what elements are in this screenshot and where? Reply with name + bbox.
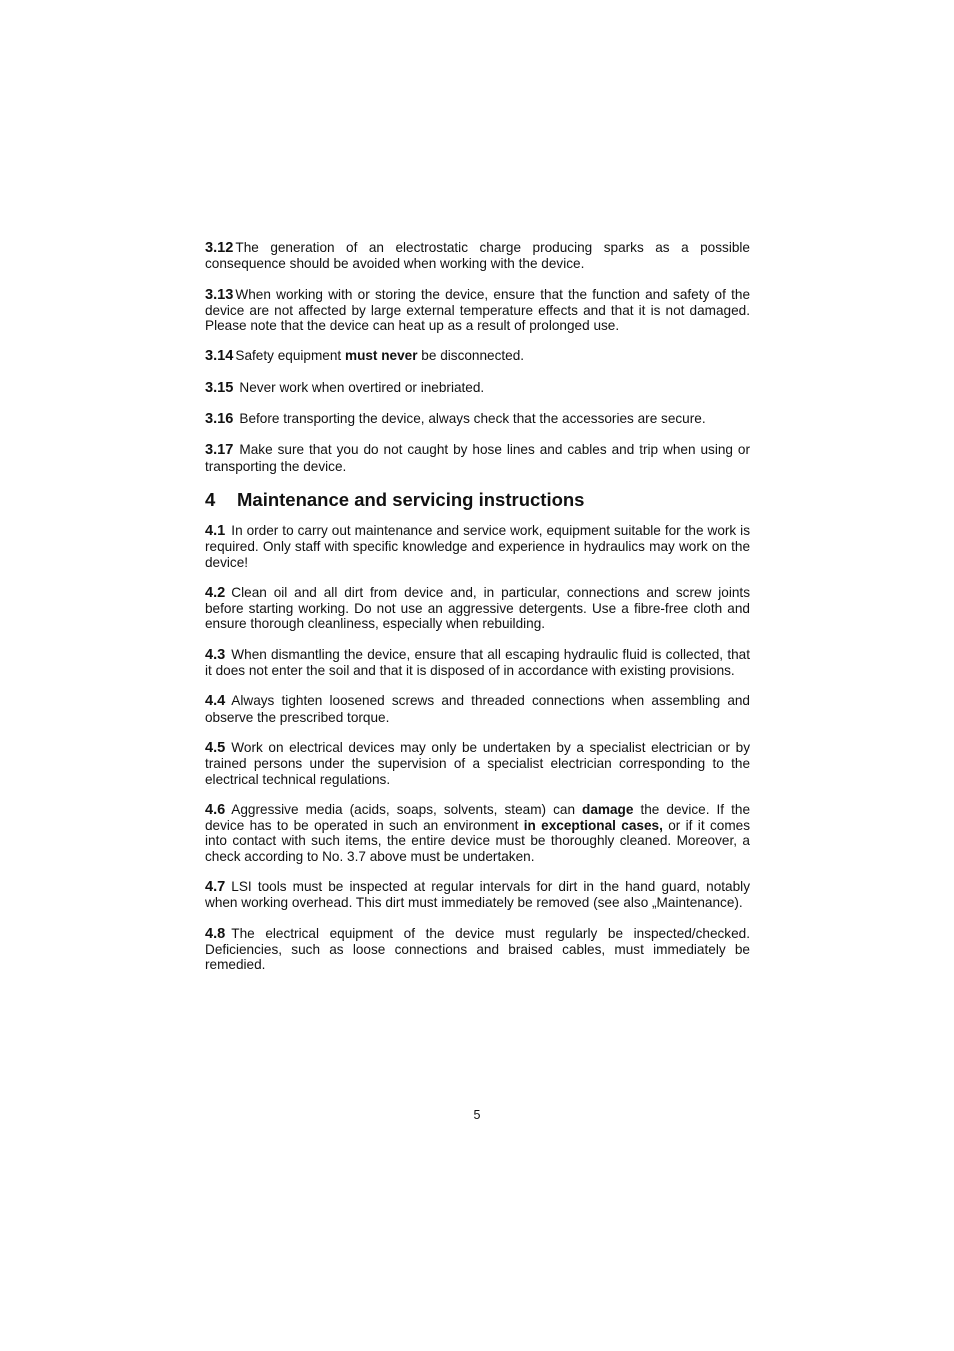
emphasis-text: damage <box>582 801 634 817</box>
item-number: 4.1 <box>205 522 226 539</box>
item-number: 3.13 <box>205 286 234 303</box>
item-text: Make sure that you do not caught by hose lines and cables and trip when using or transporting the device. <box>205 442 750 474</box>
paragraph-4-1 <box>205 523 750 570</box>
emphasis-text: in exceptional cases, <box>523 818 663 834</box>
item-text: The generation of an electrostatic charge producing sparks as a possible consequence should be avoided when working with the device. <box>205 240 750 272</box>
section-heading <box>205 489 750 511</box>
item-text: Before transporting the device, always check that the accessories are secure. <box>239 411 706 427</box>
page-content <box>205 240 750 988</box>
paragraph-4-7 <box>205 879 750 911</box>
item-text: Clean oil and all dirt from device and, in particular, connections and screw joints before starting working. Do not use an aggressive detergents. Use a fibre-free cloth and ensure thorough cleanliness, especially when rebuilding. <box>205 584 750 632</box>
item-text: LSI tools must be inspected at regular intervals for dirt in the hand guard, notably when working overhead. This dirt must immediately be removed (see also „Maintenance). <box>205 879 750 911</box>
paragraph-3-14 <box>205 348 750 364</box>
section-title: Maintenance and servicing instructions <box>237 488 585 510</box>
paragraph-3-15 <box>205 380 750 396</box>
item-text: Safety equipment <box>235 348 345 364</box>
item-number: 3.17 <box>205 442 234 459</box>
paragraph-4-4 <box>205 693 750 725</box>
item-number: 4.5 <box>205 739 226 756</box>
paragraph-3-12 <box>205 240 750 272</box>
item-text: the device. If the device has to be operated in such an environment <box>205 801 750 834</box>
item-text: Never work when overtired or inebriated. <box>239 379 485 395</box>
item-number: 3.14 <box>205 348 234 365</box>
paragraph-4-5 <box>205 740 750 787</box>
item-text: be disconnected. <box>417 348 525 364</box>
item-number: 4.8 <box>205 925 226 942</box>
item-text: Aggressive media (acids, soaps, solvents, steam) can <box>231 801 583 817</box>
paragraph-4-8 <box>205 926 750 973</box>
paragraph-4-3 <box>205 647 750 679</box>
section-number: 4 <box>205 488 216 510</box>
item-text: When working with or storing the device, ensure that the function and safety of the device are not affected by large external temperature effects and that it is not damaged. Please note that the device can heat up as a result of prolonged use. <box>205 286 750 334</box>
item-text: Work on electrical devices may only be undertaken by a specialist electrician or by trained persons under the supervision of a specialist electrician corresponding to the electrical technical regulations. <box>205 739 750 787</box>
paragraph-4-2 <box>205 585 750 632</box>
item-number: 4.3 <box>205 646 226 663</box>
item-number: 4.4 <box>205 693 226 710</box>
item-text: Always tighten loosened screws and threaded connections when assembling and observe the prescribed torque. <box>205 693 750 725</box>
item-number: 3.16 <box>205 411 234 428</box>
item-text: The electrical equipment of the device must regularly be inspected/checked. Deficiencies, such as loose connections and braised cables, must immediately be remedied. <box>205 925 750 973</box>
item-number: 3.15 <box>205 379 234 396</box>
item-number: 3.12 <box>205 240 234 256</box>
paragraph-4-6 <box>205 802 750 864</box>
paragraph-3-17 <box>205 442 750 474</box>
emphasis-text: must never <box>344 348 418 364</box>
item-text: or if it comes into contact with such items, the entire device must be thoroughly cleaned. Moreover, a check according to No. 3.7 above must be undertaken. <box>205 818 750 864</box>
page-number: 5 <box>473 1108 481 1122</box>
item-number: 4.2 <box>205 584 226 601</box>
paragraph-3-13 <box>205 287 750 334</box>
paragraph-3-16 <box>205 411 750 427</box>
item-number: 4.7 <box>205 879 226 896</box>
item-number: 4.6 <box>205 801 226 818</box>
item-text: In order to carry out maintenance and service work, equipment suitable for the work is required. Only staff with specific knowledge and experience in hydraulics may work on the device! <box>205 522 750 570</box>
item-text: When dismantling the device, ensure that all escaping hydraulic fluid is collected, that it does not enter the soil and that it is disposed of in accordance with existing provisions. <box>205 646 750 679</box>
